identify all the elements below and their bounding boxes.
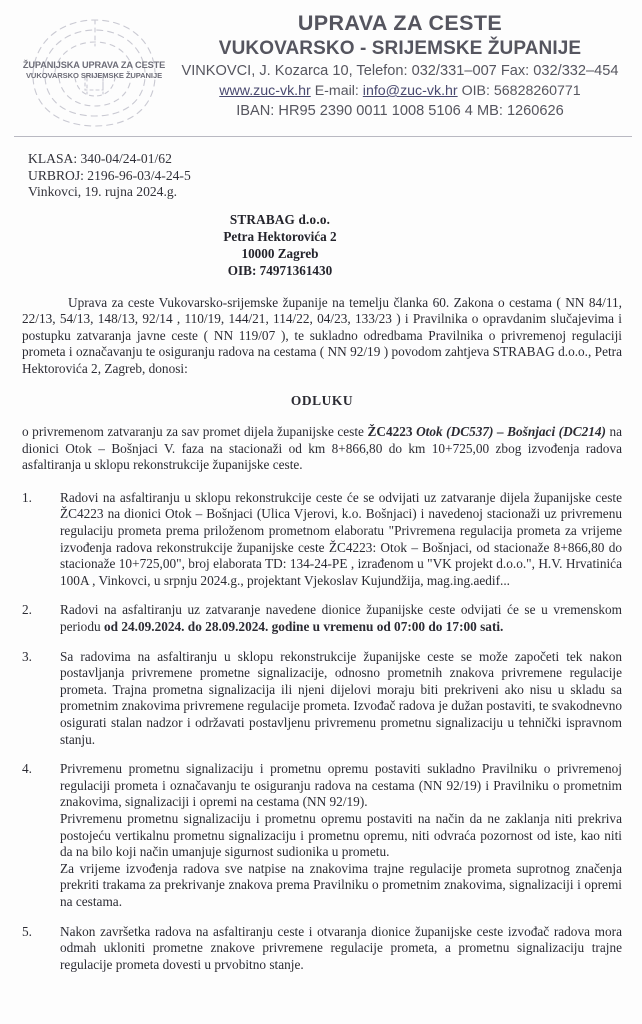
reference-block (28, 151, 642, 201)
item-paragraph: Privremenu prometnu signalizaciju i prometnu opremu postaviti sukladno Pravilniku o privremenoj regulaciji prometa i označavanju te osiguranju radova na cestama (NN 92/19) i Pravilniku o prometnim znakovima, signalizaciji i opremi na cestama (NN 92/19). (60, 761, 622, 810)
agency-logo (19, 16, 169, 128)
decision-road-code: ŽC4223 (367, 424, 413, 440)
list-item (22, 761, 622, 910)
list-item (22, 924, 622, 974)
list-item (22, 649, 622, 749)
oib-text: OIB: 56828260771 (461, 83, 581, 99)
logo-text (19, 60, 169, 81)
item-content (60, 602, 622, 635)
list-item (22, 602, 622, 635)
item-content (60, 924, 622, 974)
addressee-block (0, 211, 642, 279)
place-date-line: Vinkovci, 19. rujna 2024.g. (28, 184, 178, 199)
logo-line-2: VUKOVARSKO SRIJEMSKE ŽUPANIJE (25, 71, 163, 80)
document-body (22, 295, 622, 974)
organization-title-line-1: UPRAVA ZA CESTE (297, 11, 503, 35)
item-content (60, 490, 622, 590)
item-paragraph: Privremenu prometnu signalizaciju i prometnu opremu postaviti na način da ne zaklanja niti prekriva postojeću vertikalnu prometnu signalizaciju i prometnu opremu, niti odvraća pozornost od iste, kao niti da na bilo koji način umanjuje sigurnost sudionika u prometu. (60, 810, 622, 860)
intro-paragraph: Uprava za ceste Vukovarsko-srijemske županije na temelju članka 60. Zakona o cestama ( NN 84/11, 22/13, 54/13, 148/13, 92/14 , 110/19, 144/21, 114/22, 04/23, 133/23 ) i Pravilnika o opravdanim slučajevima i postupku zatvaranja javne ceste ( NN 119/07 ), te sukladno odredbama Pravilnika o privremenoj regulaciji prometa i označavanju te osiguranju radova na cestama ( NN 92/19 ) povodom zahtjeva STRABAG d.o.o., Petra Hektorovića 2, Zagreb, donosi: (22, 294, 622, 376)
logo-container (14, 10, 174, 128)
item-content (60, 649, 622, 749)
addressee-street: Petra Hektorovića 2 (223, 228, 337, 244)
header-divider (14, 136, 632, 137)
logo-line-1: ŽUPANIJSKA UPRAVA ZA CESTE (22, 60, 166, 70)
item-paragraph: Za vrijeme izvođenja radova sve natpise na znakovima trajne regulacije prometa suprotnog značenja prekriti trakama za prekrivanje znakova prema Pravilniku o prometnim znakovima, signalizaciji i opremi na cestama. (60, 860, 622, 909)
decision-part-2: na dionici Otok – Bošnjaci V. faza na stacionaži od km 8+866,80 do km 10+725,00 zbog izvođenja radova asfaltiranja u sklopu rekonstrukcije županijske ceste. (22, 424, 623, 473)
addressee-name: STRABAG d.o.o. (229, 211, 331, 227)
item-content (60, 761, 622, 910)
email-label: E-mail: (314, 83, 359, 99)
klasa-line: KLASA: 340-04/24-01/62 (28, 151, 172, 166)
decision-part-1: o privremenom zatvaranju za sav promet dijela županijske ceste (22, 424, 368, 440)
letterhead (0, 0, 642, 128)
item-bold-period: od 24.09.2024. do 28.09.2024. godine u vremenu od 07:00 do 17:00 sati. (103, 619, 504, 634)
organization-iban-line: IBAN: HR95 2390 0011 1008 5106 4 MB: 1260626 (236, 103, 564, 119)
addressee-oib: OIB: 74971361430 (227, 262, 333, 278)
item-paragraph: Nakon završetka radova na asfaltiranju ceste i otvaranja dionice županijske ceste izvođač radova mora odmah ukloniti prometne znakove privremene regulacije prometa, a prometnu signalizaciju trajne regulacije prometa dovesti u prvobitno stanje. (60, 923, 622, 972)
urbroj-line: URBROJ: 2196-96-03/4-24-5 (28, 167, 191, 183)
decision-heading: ODLUKU (290, 393, 354, 409)
item-lead-text: Radovi na asfaltiranju uz zatvaranje navedene dionice županijske ceste odvijati će se u vremenskom periodu (60, 602, 622, 634)
item-paragraph: Sa radovima na asfaltiranju u sklopu rekonstrukcije županijske ceste se može započeti tek nakon postavljanja privremene prometne signalizacije, odnosno prometnih znakova privremene regulacije prometa. Trajna prometna signalizacija ili njeni dijelovi moraju biti prekriveni ako nisu u skladu sa prometnim znakovima privremene regulacije prometa. Izvođač radova je dužan postaviti, te svakodnevno osigurati stalan nadzor i održavati postavljenu privremenu prometnu signalizaciju u tehnički ispravnom stanju. (60, 648, 622, 747)
website-link[interactable]: www.zuc-vk.hr (219, 83, 311, 99)
list-item (22, 490, 622, 590)
decision-items-list (22, 490, 622, 973)
item-number: 3. (22, 648, 32, 664)
item-number: 2. (22, 602, 32, 618)
item-number: 4. (22, 761, 32, 777)
item-number: 5. (22, 923, 32, 939)
decision-paragraph (22, 424, 622, 474)
letterhead-text (174, 10, 630, 121)
email-link[interactable]: info@zuc-vk.hr (362, 83, 458, 99)
addressee-city: 10000 Zagreb (241, 245, 319, 261)
decision-road-name: Otok (DC537) – Bošnjaci (DC214) (412, 424, 606, 440)
organization-title-line-2: VUKOVARSKO - SRIJEMSKE ŽUPANIJE (218, 38, 582, 59)
organization-contact-line (174, 81, 626, 101)
item-paragraph (60, 602, 622, 635)
organization-address-line: VINKOVCI, J. Kozarca 10, Telefon: 032/331–007 Fax: 032/332–454 (181, 63, 619, 79)
item-paragraph: Radovi na asfaltiranju u sklopu rekonstrukcije ceste će se odvijati uz zatvaranje dijela županijske ceste ŽC4223 na dionici Otok – Bošnjaci (Ulica Vjerovi, k.o. Bošnjaci) i navedenoj stacionaži uz privremenu regulaciju prometa prema priloženom prometnom elaboratu "Privremena regulacija prometa za vrijeme izvođenja radova rekonstrukcije županijske ceste ŽC4223: Otok – Bošnjaci, od stacionaže 8+866,80 do stacionaže 10+725,00", broj elaborata TD: 134-24-PE , izrađenom u "VK projekt d.o.o.", H.V. Hrvatinića 100A , Vinkovci, u srpnju 2024.g., projektant Vjekoslav Kujundžija, mag.ing.aedif... (60, 489, 622, 588)
item-number: 1. (22, 489, 32, 505)
